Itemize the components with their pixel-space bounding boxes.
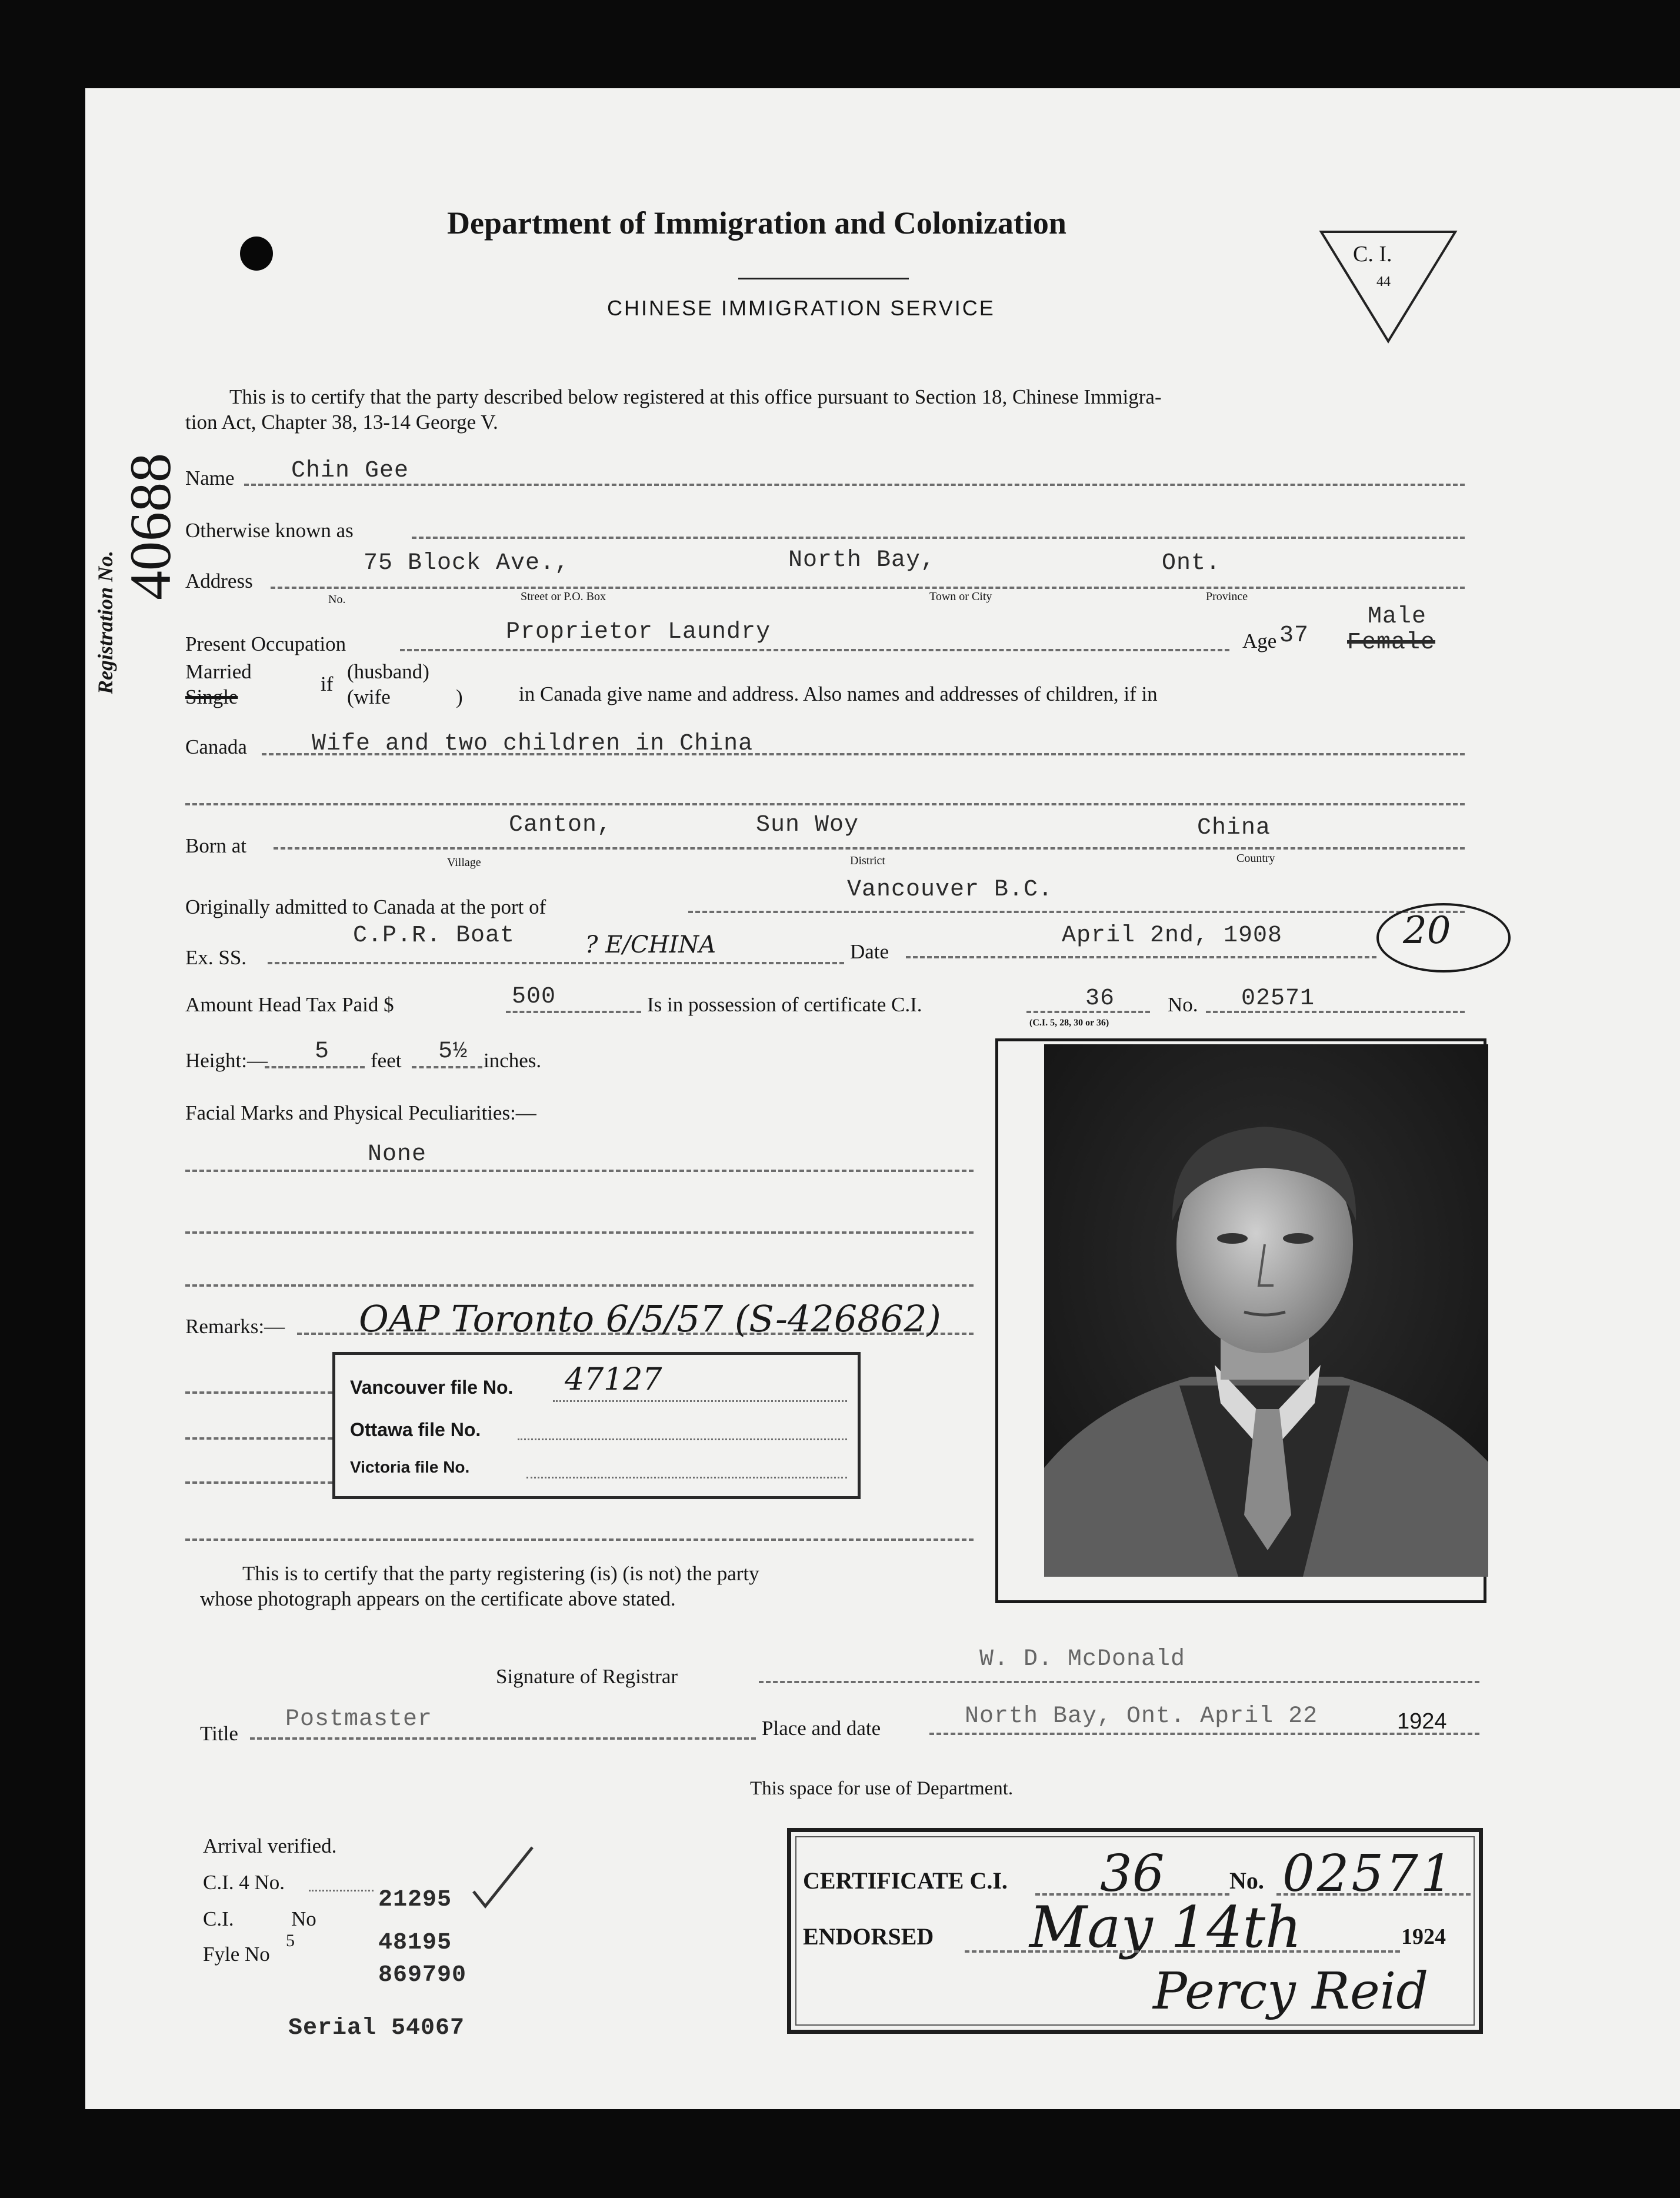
age-label: Age [1242, 630, 1277, 652]
born-district-value: Sun Woy [756, 812, 859, 838]
department-title: Department of Immigration and Colonization [447, 205, 1066, 241]
born-label: Born at [185, 834, 247, 857]
endorsement-cert-label: CERTIFICATE C.I. [803, 1867, 1008, 1894]
service-subtitle: CHINESE IMMIGRATION SERVICE [607, 296, 995, 320]
address-label: Address [185, 570, 253, 592]
admitted-port-value: Vancouver B.C. [847, 877, 1054, 903]
ci4-label: C.I. 4 No. [203, 1871, 285, 1894]
height-inches-value: 5½ [438, 1038, 468, 1065]
signature-label: Signature of Registrar [496, 1665, 678, 1688]
remarks-line-4 [185, 1481, 332, 1484]
born-sub-district: District [850, 854, 885, 867]
arrival-verified-label: Arrival verified. [203, 1834, 337, 1857]
ottawa-file-line [518, 1438, 847, 1440]
name-value: Chin Gee [291, 458, 409, 484]
feet-label: feet [371, 1049, 402, 1072]
ex-ss-label: Ex. SS. [185, 946, 247, 969]
endorsement-no-label: No. [1229, 1867, 1264, 1894]
registration-number: 40688 [118, 453, 183, 600]
cert-sub-label: (C.I. 5, 28, 30 or 36) [1029, 1018, 1109, 1028]
facial-line-1 [185, 1170, 974, 1172]
ex-ss-line [268, 962, 844, 964]
endorsement-date-line [965, 1950, 1400, 1953]
endorsement-date: May 14th [1029, 1894, 1302, 1960]
ex-ss-value: C.P.R. Boat [353, 923, 515, 949]
facial-label: Facial Marks and Physical Peculiarities:— [185, 1101, 536, 1124]
remarks-line-3 [185, 1437, 332, 1440]
check-mark-icon [468, 1844, 538, 1909]
family-value: Wife and two children in China [312, 731, 754, 757]
ci-label: C.I. [203, 1907, 234, 1930]
certify-text-line2: tion Act, Chapter 38, 13-14 George V. [185, 411, 498, 434]
canada-line-2 [185, 803, 1465, 805]
date-label: Date [850, 940, 889, 963]
form-code-line2: 44 [1376, 274, 1391, 289]
registrar-title: Postmaster [285, 1706, 433, 1733]
ex-ss-handwritten: ? E/CHINA [585, 931, 716, 958]
born-sub-country: Country [1236, 852, 1275, 865]
serial-value: Serial 54067 [288, 2015, 465, 2042]
endorsement-year-prefix [1401, 1924, 1446, 1950]
address-sub-no: No. [328, 593, 346, 606]
place-date-year: 1924 [1397, 1709, 1447, 1734]
family-instructions: in Canada give name and address. Also names and addresses of children, if in [519, 682, 1158, 705]
fyle-value: 48195 [378, 1930, 452, 1956]
place-date-value: North Bay, Ont. April 22 [965, 1703, 1318, 1730]
signature-line [759, 1681, 1479, 1683]
arrival-date-note: 20 [1403, 909, 1451, 953]
sex-struck: Female [1347, 630, 1436, 656]
title-label: Title [200, 1722, 238, 1745]
occupation-line [400, 649, 1229, 651]
single-struck: Single [185, 685, 238, 708]
name-label: Name [185, 467, 235, 489]
born-sub-village: Village [447, 856, 481, 869]
remarks-handwritten: OAP Toronto 6/5/57 (S-426862) [359, 1297, 941, 1340]
remarks-line-2 [185, 1391, 332, 1394]
victoria-file-label: Victoria file No. [350, 1458, 470, 1476]
canada-label: Canada [185, 735, 247, 758]
applicant-photo [1044, 1044, 1488, 1577]
fyle-prefix: 5 [286, 1931, 295, 1950]
punch-hole [240, 237, 273, 271]
remarks-line-5 [185, 1538, 974, 1541]
height-feet-line [265, 1066, 365, 1068]
ottawa-file-label: Ottawa file No. [350, 1419, 481, 1440]
date-line [906, 956, 1376, 958]
facial-value: None [368, 1141, 427, 1168]
endorsement-no-line [1276, 1893, 1471, 1896]
occupation-label: Present Occupation [185, 632, 346, 655]
address-sub-town: Town or City [929, 590, 992, 603]
endorsed-label: ENDORSED [803, 1923, 934, 1950]
endorsement-no-value: 02571 [1282, 1844, 1455, 1903]
address-street-value: 75 Block Ave., [364, 550, 570, 577]
name-line [244, 484, 1465, 486]
ci-no-label: No [291, 1907, 316, 1930]
fyle-label: Fyle No [203, 1943, 270, 1966]
height-inches-line [412, 1066, 482, 1068]
endorsement-year: 1924 [1401, 1924, 1446, 1949]
cert-ci-value: 36 [1085, 985, 1115, 1012]
address-sub-street: Street or P.O. Box [521, 590, 606, 603]
arrival-date-value: April 2nd, 1908 [1062, 923, 1283, 949]
vancouver-file-no: 47127 [565, 1362, 662, 1397]
admitted-line [688, 911, 1465, 913]
vancouver-file-label: Vancouver file No. [350, 1377, 514, 1398]
wife-label: (wife [347, 685, 391, 708]
otherwise-label: Otherwise known as [185, 519, 354, 542]
endorsement-signature: Percy Reid [1153, 1962, 1429, 2021]
department-note: This space for use of Department. [750, 1778, 1014, 1799]
inches-label: inches. [484, 1049, 542, 1072]
sex-value: Male [1368, 604, 1427, 630]
form-code-line1: C. I. [1353, 242, 1392, 267]
born-country-value: China [1197, 815, 1271, 841]
facial-line-3 [185, 1284, 974, 1287]
certify-text-line1: This is to certify that the party described below registered at this office pursuant to Section 18, Chinese Immigra- [229, 385, 1162, 408]
remarks-label: Remarks:— [185, 1315, 285, 1338]
possession-label: Is in possession of certificate C.I. [647, 993, 922, 1016]
address-town-value: North Bay, [788, 547, 936, 574]
wife-close-paren: ) [456, 685, 463, 708]
facial-line-2 [185, 1231, 974, 1234]
victoria-file-line [526, 1477, 847, 1478]
ci4-value: 21295 [378, 1887, 452, 1913]
photo-certify-line1: This is to certify that the party registering (is) (is not) the party [242, 1562, 759, 1585]
title-line [250, 1737, 756, 1740]
husband-label: (husband) [347, 660, 429, 683]
head-tax-label: Amount Head Tax Paid $ [185, 993, 394, 1016]
if-word: if [321, 672, 334, 695]
registrar-name: W. D. McDonald [979, 1646, 1186, 1673]
age-value: 37 [1279, 622, 1309, 649]
title-underline [738, 278, 909, 279]
vancouver-file-line [553, 1400, 847, 1402]
cert-no-value: 02571 [1241, 985, 1315, 1012]
married-value: Married [185, 660, 252, 683]
second-file-value: 869790 [378, 1962, 467, 1989]
photo-certify-line2: whose photograph appears on the certificate above stated. [200, 1587, 676, 1610]
admitted-label: Originally admitted to Canada at the port of [185, 895, 546, 918]
occupation-value: Proprietor Laundry [506, 619, 771, 645]
endorsement-ci-value: 36 [1100, 1844, 1165, 1903]
cert-no-label: No. [1168, 993, 1198, 1016]
head-tax-value: 500 [512, 984, 556, 1010]
otherwise-line [412, 537, 1465, 539]
height-label: Height:— [185, 1049, 268, 1072]
address-province-value: Ont. [1162, 550, 1221, 577]
head-tax-line [506, 1011, 641, 1013]
registration-label: Registration No. [94, 550, 117, 694]
address-sub-province: Province [1206, 590, 1248, 603]
height-feet-value: 5 [315, 1038, 330, 1065]
born-line [274, 847, 1465, 850]
place-date-label: Place and date [762, 1717, 881, 1740]
born-village-value: Canton, [509, 812, 612, 838]
address-line [271, 587, 1465, 589]
ci4-line [309, 1890, 374, 1891]
